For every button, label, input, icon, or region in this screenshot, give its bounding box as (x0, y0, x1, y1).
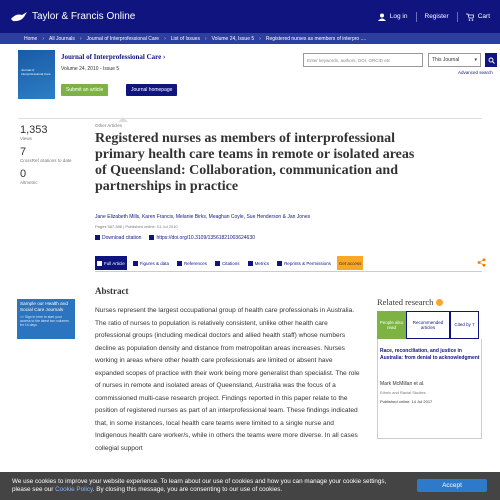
download-icon (95, 235, 100, 240)
info-icon[interactable] (436, 299, 443, 306)
tab-cited-by[interactable]: Cited by 7 (450, 311, 479, 339)
login-link[interactable] (378, 13, 408, 21)
article-tabs (95, 256, 363, 270)
chevron-right-icon: › (42, 35, 45, 42)
search-input[interactable]: Enter keywords, authors, DOI, ORCID etc (303, 53, 423, 67)
altmetric-label: Altmetric (20, 179, 38, 185)
tabs-underline (95, 271, 482, 272)
breadcrumb-journal[interactable]: Journal of Interprofessional Care (86, 35, 160, 42)
top-header (0, 0, 500, 33)
search-icon (488, 57, 495, 64)
tab-references[interactable]: References (175, 256, 209, 270)
views-label: Views (20, 136, 32, 141)
article-authors[interactable]: Jane Elizabeth Mills, Karen Francis, Melanie Birks, Meaghan Coyle, Sue Henderson & Jan Jones (95, 214, 311, 220)
article-metrics (20, 124, 80, 190)
journal-bar (18, 50, 500, 108)
references-icon (177, 261, 182, 266)
journal-homepage-button[interactable]: Journal homepage (126, 84, 177, 96)
article-pages: Pages 587-596 | Published online: 01 Jul 2010 (95, 224, 178, 229)
article-type: Other Articles (95, 123, 123, 128)
breadcrumb-current: Registered nurses as members of interpro .... (265, 35, 367, 42)
breadcrumb-home[interactable]: Home (24, 35, 38, 42)
submit-article-button[interactable]: Submit an article (61, 84, 108, 96)
promo-banner[interactable] (17, 299, 75, 339)
journal-title[interactable]: Journal of Interprofessional Care › (61, 53, 166, 61)
chevron-right-icon: › (79, 35, 82, 42)
register-link[interactable]: Register (424, 13, 449, 20)
cookie-text-1: We use cookies to improve your website experience. To learn about our use of cookies and how you can manage your cookie settings, (12, 478, 387, 485)
tab-metrics[interactable]: Metrics (246, 256, 272, 270)
document-icon (97, 261, 102, 266)
cookie-policy-link[interactable]: Cookie Policy (55, 486, 93, 493)
image-icon (133, 261, 138, 266)
crossref-label: CrossRef citations to date (20, 157, 72, 163)
link-icon (149, 235, 154, 240)
quote-icon (215, 261, 220, 266)
separator (457, 12, 458, 22)
abstract-heading: Abstract (95, 286, 129, 296)
doi-link[interactable]: https://doi.org/10.3109/13561821003624630 (149, 235, 254, 241)
cover-text: Journal of Interprofessional Care (21, 68, 51, 76)
download-citation-link[interactable]: Download citation (95, 235, 141, 241)
logo-bird-icon (10, 11, 28, 23)
separator (416, 12, 417, 22)
tab-recommended-articles[interactable]: Recommended articles (406, 311, 450, 339)
breadcrumb-volume[interactable]: Volume 24, Issue 5 (211, 35, 255, 42)
reprints-icon (277, 261, 282, 266)
related-research-heading: Related research (377, 297, 443, 307)
cookie-text-2: please see our Cookie Policy. By closing this message, you are consenting to our use of cookies. (12, 486, 283, 493)
cart-label: Cart (477, 13, 490, 20)
share-icon[interactable] (477, 258, 486, 267)
search-scope-select[interactable] (428, 53, 481, 67)
tab-citations[interactable]: Citations (213, 256, 242, 270)
cookie-accept-button[interactable]: Accept (417, 479, 487, 492)
related-item-published: Published online: 14 Jul 2017 (380, 399, 433, 404)
search-button[interactable] (485, 53, 497, 67)
abstract-text: Nurses represent the largest occupational group of health care professionals in Australia. The ratio of nurses to population is relatively consistent, unlike other health care professional groups (including medical doctors and allied health staff) whose numbers decline as population density and distance from metropolitan areas increases. Nurses working in areas where other health care professionals are limited or absent have expanded scopes of practice with their work being more generalist than specialist. The role of nurses in remote and isolated areas of Queensland, Australia was the focus of a commissioned multi-case research project. Findings reported in this paper relate to the position of registered nurses as part of an interprofessional team. These findings indicated that, in some instances, local health care teams were limited to a single nurse and Indigenous health care worker/s, while in others the teams were more diverse. In all cases collegial support (95, 307, 360, 452)
related-item-author: Mark McMillan et al. (380, 381, 425, 387)
user-icon (378, 13, 386, 21)
get-access-button[interactable]: Get access (337, 256, 364, 270)
article-title: Registered nurses as members of interprofessional primary health care teams in remote or isolated areas of Queensland: Collaboration, communication and partnerships in practice (95, 131, 415, 194)
divider-notch (118, 117, 128, 122)
breadcrumb-all-journals[interactable]: All Journals (49, 35, 75, 42)
related-item-title[interactable]: Race, reconciliation, and justice in Australia: from denial to acknowledgment (380, 348, 480, 361)
tab-figures[interactable]: Figures & data (131, 256, 171, 270)
site-logo[interactable] (10, 11, 135, 23)
cart-icon (466, 13, 474, 21)
chevron-right-icon: › (164, 35, 166, 42)
advanced-search-link[interactable]: Advanced search (458, 70, 493, 75)
journal-volume: Volume 24, 2010 - Issue 5 (61, 66, 120, 72)
cookie-banner (0, 472, 500, 500)
cart-link[interactable] (466, 13, 490, 21)
tab-people-also-read[interactable]: People also read (377, 311, 406, 339)
search-scope-value: This Journal (432, 57, 460, 63)
logo-text: Taylor & Francis Online (32, 11, 136, 22)
chevron-right-icon: › (259, 35, 261, 42)
breadcrumb (0, 33, 500, 44)
journal-cover[interactable] (18, 50, 55, 99)
login-label: Log in (389, 13, 408, 20)
chevron-down-icon: ▾ (474, 57, 477, 63)
tab-reprints[interactable]: Reprints & Permissions (275, 256, 333, 270)
promo-signin-text: >> Sign in here to start your access to the latest two volumes for 14 days (20, 314, 69, 328)
altmetric-count: 0 (20, 167, 27, 180)
breadcrumb-issues[interactable]: List of Issues (170, 35, 200, 42)
chevron-right-icon: › (204, 35, 207, 42)
bar-chart-icon (248, 261, 253, 266)
divider (18, 118, 482, 119)
promo-text: Sample our Health and Social Care Journals (20, 301, 68, 312)
tab-full-article[interactable]: Full Article (95, 256, 127, 270)
views-count: 1,353 (20, 124, 48, 136)
related-item-journal: Ethnic and Racial Studies (380, 390, 426, 395)
crossref-count: 7 (20, 145, 27, 158)
related-tabs (377, 311, 479, 339)
